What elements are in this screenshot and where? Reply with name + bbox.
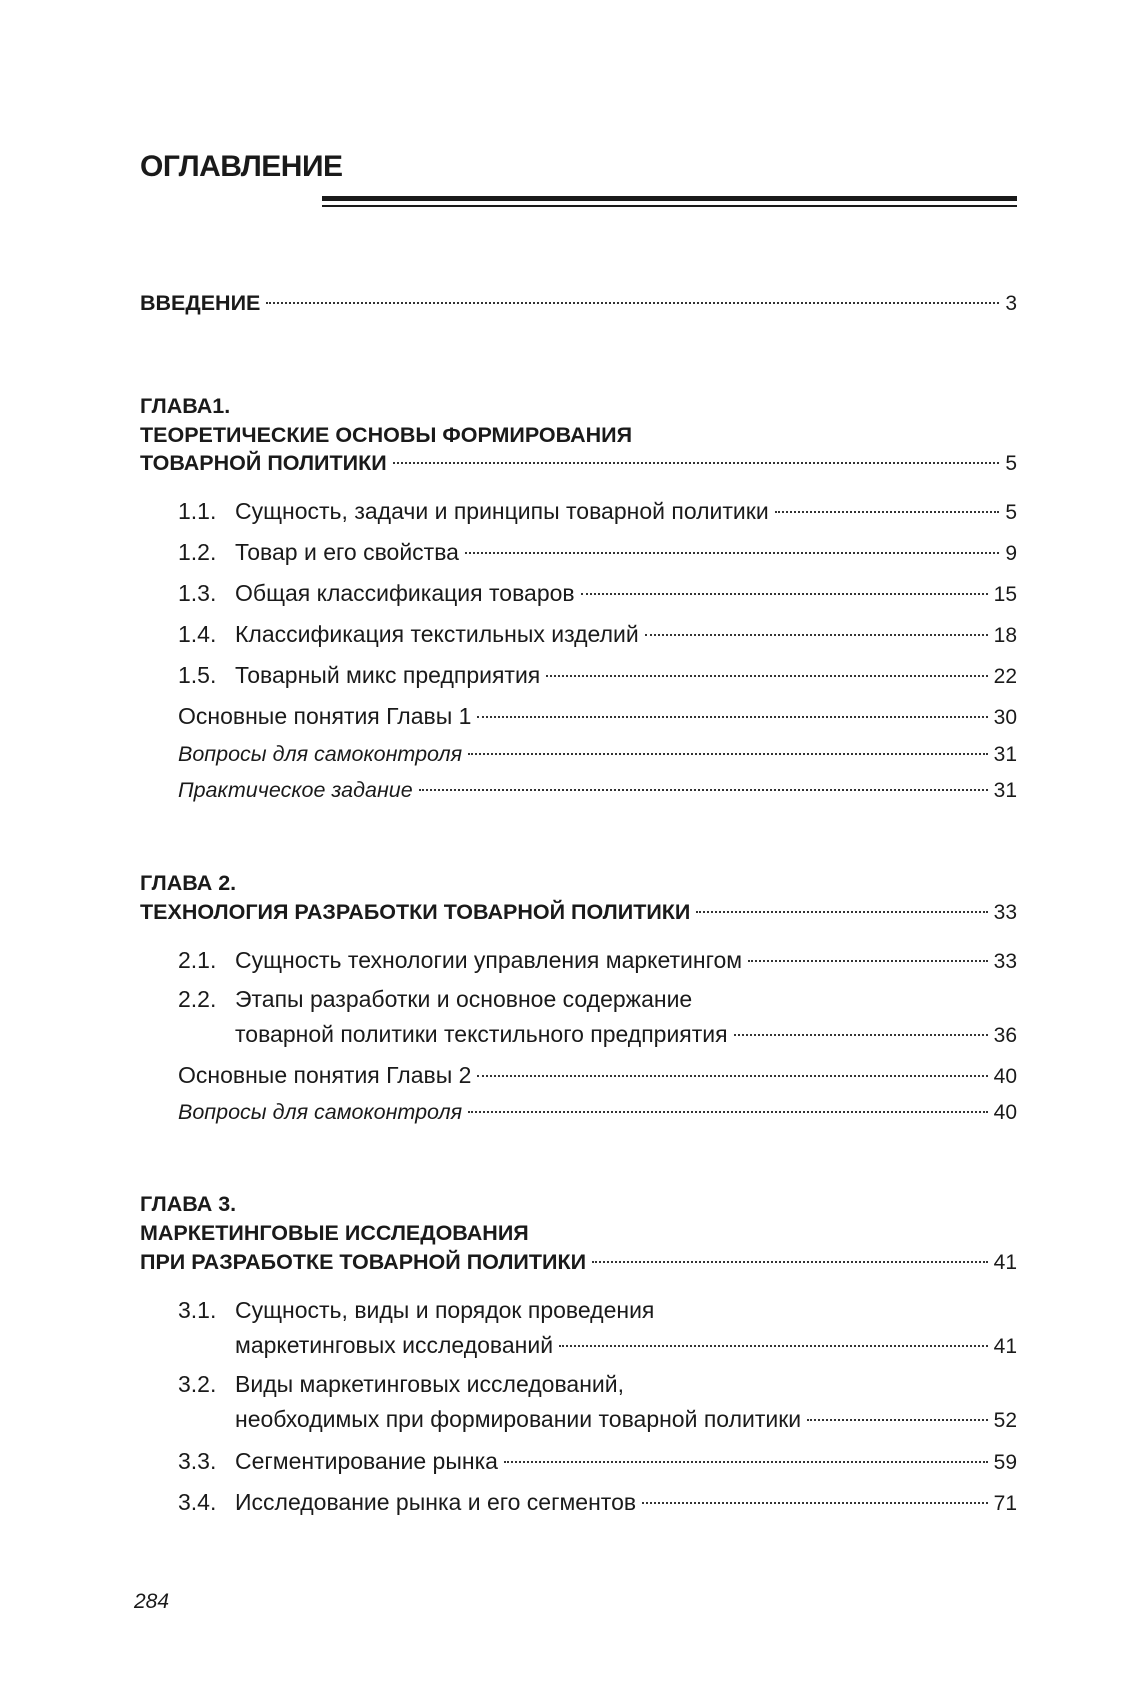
toc-page-number: 40 bbox=[993, 1101, 1017, 1124]
toc-entry-chapter-2[interactable] bbox=[140, 898, 1017, 927]
toc-page-number: 52 bbox=[993, 1409, 1017, 1432]
dot-leader bbox=[581, 593, 988, 595]
dot-leader bbox=[477, 716, 987, 718]
chapter-1-label: ГЛАВА1. bbox=[140, 394, 231, 418]
toc-entry-title: Сущность, задачи и принципы товарной политики bbox=[235, 498, 769, 524]
dot-leader bbox=[645, 634, 988, 636]
toc-page-number: 15 bbox=[993, 583, 1017, 606]
dot-leader bbox=[734, 1034, 988, 1036]
toc-entry-intro[interactable] bbox=[140, 289, 1017, 318]
section-number: 3.1. bbox=[178, 1297, 217, 1323]
toc-entry-title: ВВЕДЕНИЕ bbox=[140, 291, 261, 315]
toc-page-number: 31 bbox=[993, 743, 1017, 766]
dot-leader bbox=[504, 1461, 988, 1463]
toc-entry-3-3[interactable] bbox=[178, 1447, 1017, 1477]
dot-leader bbox=[468, 753, 988, 755]
toc-entry-ch1-questions[interactable] bbox=[178, 740, 1017, 769]
page-title: ОГЛАВЛЕНИЕ bbox=[140, 150, 343, 183]
toc-entry-title: Товар и его свойства bbox=[235, 539, 459, 565]
chapter-3-label: ГЛАВА 3. bbox=[140, 1192, 237, 1216]
toc-entry-title: Общая классификация товаров bbox=[235, 580, 575, 606]
toc-entry-title-line1: Сущность, виды и порядок проведения bbox=[235, 1297, 655, 1323]
dot-leader bbox=[468, 1111, 988, 1113]
toc-page-number: 30 bbox=[993, 706, 1017, 729]
toc-page-number: 5 bbox=[1005, 452, 1017, 475]
toc-page-number: 59 bbox=[993, 1451, 1017, 1474]
section-number: 2.2. bbox=[178, 986, 217, 1012]
toc-entry-2-2[interactable] bbox=[178, 985, 1017, 1050]
toc-entry-3-4[interactable] bbox=[178, 1488, 1017, 1518]
toc-entry-title-line1: Виды маркетинговых исследований, bbox=[235, 1371, 624, 1397]
toc-entry-title: Сегментирование рынка bbox=[235, 1448, 498, 1474]
dot-leader bbox=[419, 789, 988, 791]
toc-entry-title: Сущность технологии управления маркетингом bbox=[235, 947, 743, 973]
dot-leader bbox=[393, 462, 1000, 464]
toc-entry-title: Вопросы для самоконтроля bbox=[178, 1100, 463, 1124]
chapter-2-label: ГЛАВА 2. bbox=[140, 871, 237, 895]
toc-page-number: 40 bbox=[993, 1065, 1017, 1088]
dot-leader bbox=[477, 1075, 987, 1077]
toc-entry-title: Основные понятия Главы 2 bbox=[178, 1062, 472, 1088]
toc-entry-chapter-1[interactable] bbox=[140, 449, 1017, 478]
toc-entry-1-4[interactable] bbox=[178, 620, 1017, 650]
toc-page-number: 18 bbox=[993, 624, 1017, 647]
toc-page-number: 33 bbox=[993, 950, 1017, 973]
toc-entry-title-line2: товарной политики текстильного предприятия bbox=[235, 1021, 728, 1047]
toc-page-number: 22 bbox=[993, 665, 1017, 688]
dot-leader bbox=[642, 1502, 988, 1504]
toc-page-number: 71 bbox=[993, 1492, 1017, 1515]
toc-entry-1-5[interactable] bbox=[178, 661, 1017, 691]
toc-entry-title: Вопросы для самоконтроля bbox=[178, 742, 463, 766]
section-number: 1.3. bbox=[178, 580, 217, 606]
dot-leader bbox=[546, 675, 987, 677]
dot-leader bbox=[559, 1345, 988, 1347]
toc-entry-1-1[interactable] bbox=[178, 497, 1017, 527]
title-rule-thin bbox=[322, 205, 1017, 207]
dot-leader bbox=[465, 552, 999, 554]
toc-entry-3-2[interactable] bbox=[178, 1370, 1017, 1435]
toc-entry-title: Классификация текстильных изделий bbox=[235, 621, 639, 647]
section-number: 3.2. bbox=[178, 1371, 217, 1397]
chapter-1-title-line1: ТЕОРЕТИЧЕСКИЕ ОСНОВЫ ФОРМИРОВАНИЯ bbox=[140, 423, 633, 447]
toc-page-number: 41 bbox=[993, 1335, 1017, 1358]
toc-entry-ch1-practice[interactable] bbox=[178, 776, 1017, 805]
title-rule-thick bbox=[322, 196, 1017, 201]
section-number: 3.3. bbox=[178, 1448, 217, 1474]
toc-entry-title: Практическое задание bbox=[178, 778, 413, 802]
toc-page-number: 41 bbox=[993, 1251, 1017, 1274]
dot-leader bbox=[748, 960, 988, 962]
dot-leader bbox=[696, 911, 987, 913]
section-number: 1.2. bbox=[178, 539, 217, 565]
toc-page-number: 31 bbox=[993, 779, 1017, 802]
page-number-footer: 284 bbox=[134, 1590, 170, 1613]
section-number: 2.1. bbox=[178, 947, 217, 973]
toc-page-number: 9 bbox=[1005, 542, 1017, 565]
toc-entry-title: ТОВАРНОЙ ПОЛИТИКИ bbox=[140, 451, 387, 475]
toc-entry-chapter-3[interactable] bbox=[140, 1248, 1017, 1277]
toc-page-number: 33 bbox=[993, 901, 1017, 924]
toc-entry-2-1[interactable] bbox=[178, 946, 1017, 976]
toc-entry-title: ПРИ РАЗРАБОТКЕ ТОВАРНОЙ ПОЛИТИКИ bbox=[140, 1250, 587, 1274]
toc-page-number: 3 bbox=[1005, 292, 1017, 315]
toc-entry-title: Основные понятия Главы 1 bbox=[178, 703, 472, 729]
toc-entry-3-1[interactable] bbox=[178, 1296, 1017, 1361]
toc-entry-1-2[interactable] bbox=[178, 538, 1017, 568]
toc-entry-ch2-questions[interactable] bbox=[178, 1098, 1017, 1127]
toc-entry-ch1-concepts[interactable] bbox=[178, 702, 1017, 732]
toc-entry-ch2-concepts[interactable] bbox=[178, 1061, 1017, 1091]
section-number: 3.4. bbox=[178, 1489, 217, 1515]
dot-leader bbox=[807, 1419, 988, 1421]
section-number: 1.5. bbox=[178, 662, 217, 688]
dot-leader bbox=[266, 302, 999, 304]
section-number: 1.1. bbox=[178, 498, 217, 524]
dot-leader bbox=[592, 1261, 988, 1263]
section-number: 1.4. bbox=[178, 621, 217, 647]
toc-entry-1-3[interactable] bbox=[178, 579, 1017, 609]
toc-entry-title: Исследование рынка и его сегментов bbox=[235, 1489, 637, 1515]
toc-page-number: 5 bbox=[1005, 501, 1017, 524]
toc-entry-title: ТЕХНОЛОГИЯ РАЗРАБОТКИ ТОВАРНОЙ ПОЛИТИКИ bbox=[140, 900, 691, 924]
toc-entry-title-line1: Этапы разработки и основное содержание bbox=[235, 986, 693, 1012]
chapter-3-title-line1: МАРКЕТИНГОВЫЕ ИССЛЕДОВАНИЯ bbox=[140, 1221, 529, 1245]
toc-entry-title-line2: маркетинговых исследований bbox=[235, 1332, 554, 1358]
toc-entry-title: Товарный микс предприятия bbox=[235, 662, 541, 688]
toc-page-number: 36 bbox=[993, 1024, 1017, 1047]
toc-entry-title-line2: необходимых при формировании товарной политики bbox=[235, 1406, 802, 1432]
dot-leader bbox=[775, 511, 1000, 513]
